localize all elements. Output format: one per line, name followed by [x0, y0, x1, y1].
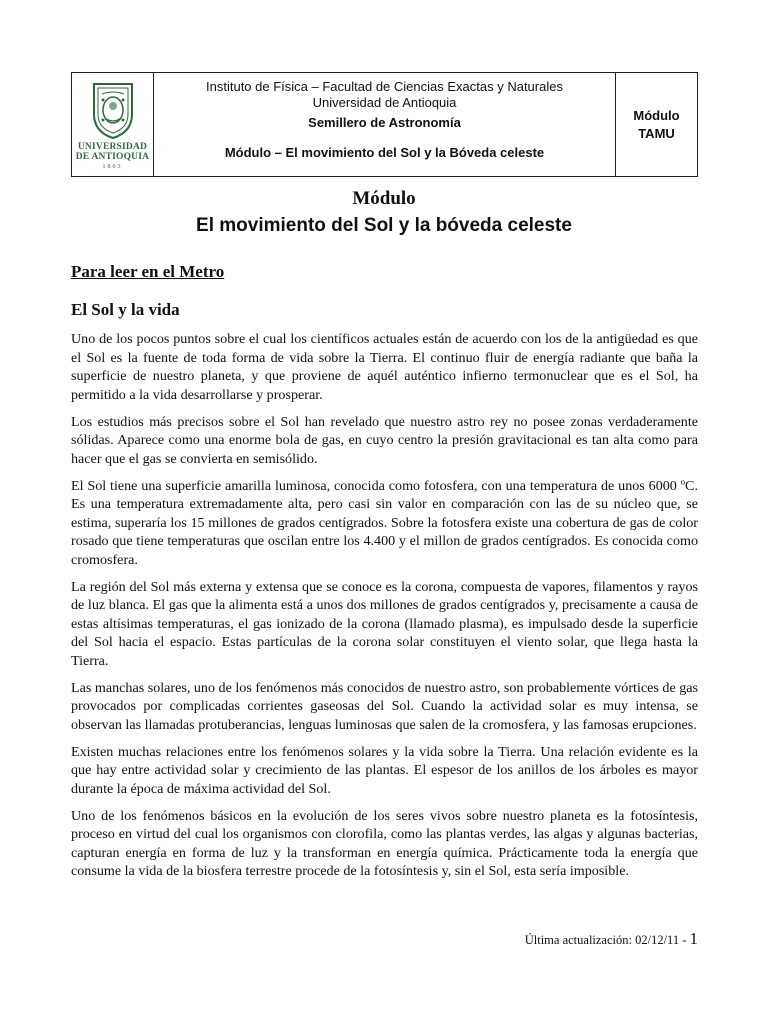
logo-text-line2: DE ANTIOQUIA: [75, 151, 150, 162]
paragraph: Existen muchas relaciones entre los fenómenos solares y la vida sobre la Tierra. Una relación evidente es la que hay entre actividad solar y crecimiento de las plantas. El espesor de los anillos de los árboles es mayor durante la época de máxima actividad del Sol.: [71, 743, 698, 797]
logo-text-line1: UNIVERSIDAD: [77, 141, 148, 152]
document-title-line2: El movimiento del Sol y la bóveda celeste: [196, 215, 572, 236]
page-footer: [525, 929, 698, 949]
header-institute: Instituto de Física – Facultad de Ciencias Exactas y Naturales: [206, 79, 563, 94]
header-right: [616, 73, 697, 176]
section-heading-sol-vida: El Sol y la vida: [71, 300, 180, 319]
university-seal-icon: [88, 80, 138, 142]
paragraph: Uno de los pocos puntos sobre el cual los científicos actuales están de acuerdo con los de la antigüedad es que el Sol es la fuente de toda forma de vida sobre la Tierra. El continuo fluir de energía radiante que baña la superficie de nuestro planeta, y que proviene de aquél auténtico infierno termonuclear que es el Sol, ha permitido a la vida desarrollarse y prosperar.: [71, 331, 698, 403]
section-heading-metro: Para leer en el Metro: [71, 262, 225, 281]
paragraph: El Sol tiene una superficie amarilla luminosa, conocida como fotosfera, con una temperatura de unos 6000 ºC. Es una temperatura extremadamente alta, pero casi sin valor en comparación con las de su núcleo que, se estima, superaría los 15 millones de grados centígrados. Sobre la fotosfera existe una cobertura de gas de color rosado que tiene temperaturas que oscilan entre los 4.400 y el millon de grados centígrados. Es conocida como cromosfera.: [71, 477, 698, 568]
logo-year: 1803: [102, 163, 123, 170]
header-group: Semillero de Astronomía: [308, 115, 461, 130]
paragraph: Uno de los fenómenos básicos en la evolución de los seres vivos sobre nuestro planeta es la fotosíntesis, proceso en virtud del cual los organismos con clorofila, como las plantas verdes, las algas y algunas bacterias, capturan energía en forma de luz y la transforman en energía química. Prácticamente toda la energía que consume la vida de la biosfera terrestre procede de la fotosíntesis y, sin el Sol, esta sería imposible.: [71, 807, 698, 879]
body-text: [71, 330, 698, 889]
header-right-line1: Módulo: [633, 107, 680, 123]
paragraph: Las manchas solares, uno de los fenómenos más conocidos de nuestro astro, son probablemente vórtices de gas provocados por complicadas corrientes gaseosas del Sol. Cuando la actividad solar es muy intensa, se observan las llamadas protuberancias, lenguas luminosas que salen de la cromosfera, y las famosas erupciones.: [71, 679, 699, 733]
page-number: 1: [689, 929, 698, 948]
header-module: Módulo – El movimiento del Sol y la Bóveda celeste: [224, 145, 545, 160]
document-title-line1: Módulo: [352, 188, 416, 209]
header-right-line2: TAMU: [638, 125, 675, 141]
header-university: Universidad de Antioquia: [312, 95, 457, 110]
paragraph: La región del Sol más externa y extensa que se conoce es la corona, compuesta de vapores, filamentos y rayos de luz blanca. El gas que la alimenta está a unos dos millones de grados centígrados y, precisamente a causa de estas altísimas temperaturas, el gas ionizado de la corona (llamado plasma), es impulsado desde la superficie del Sol hacia el espacio. Estas partículas de la corona solar constituyen el viento solar, que llega hasta la Tierra.: [71, 578, 698, 669]
header-table: [71, 72, 698, 177]
footer-update-text: Última actualización: 02/12/11 -: [524, 933, 690, 947]
header-center: [154, 73, 616, 176]
paragraph: Los estudios más precisos sobre el Sol han revelado que nuestro astro rey no posee zonas verdaderamente sólidas. Aparece como una enorme bola de gas, en cuyo centro la presión gravitacional es tan alta como para hacer que el gas se convierta en semisólido.: [71, 413, 698, 467]
university-logo: [72, 73, 154, 176]
